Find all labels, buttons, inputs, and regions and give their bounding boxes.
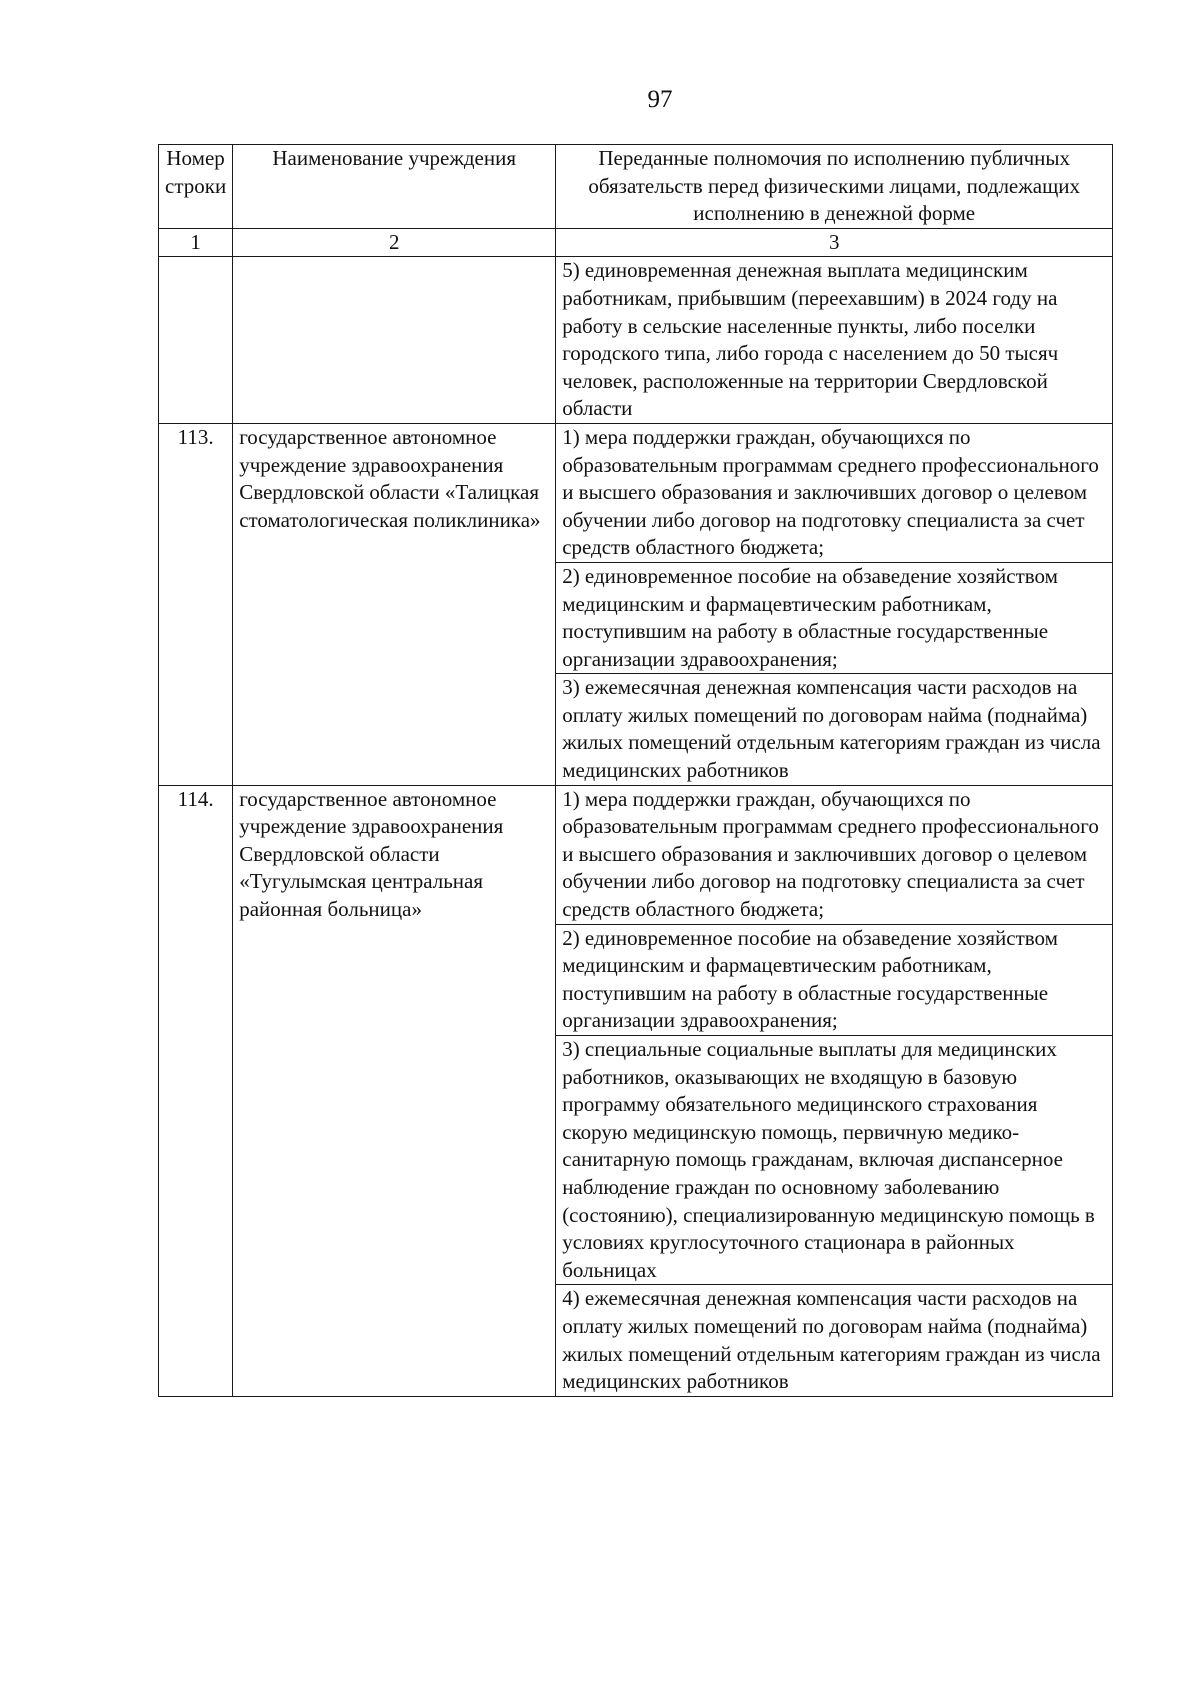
header-transferred-powers: Переданные полномочия по исполнению публичных обязательств перед физическими лицами, подлежащих исполнению в денежной форме [556, 145, 1113, 229]
column-index-row [159, 228, 1113, 257]
page-number: 97 [647, 86, 673, 113]
table-row-continuation [159, 257, 1113, 424]
power-cell: 2) единовременное пособие на обзаведение хозяйством медицинским и фармацевтическим работникам, поступившим на работу в областные государственные организации здравоохранения; [556, 562, 1113, 673]
power-cell: 1) мера поддержки граждан, обучающихся по образовательным программам среднего профессионального и высшего образования и заключивших договор о целевом обучении либо договор на подготовку специалиста за счет средств областного бюджета; [556, 785, 1113, 924]
institution-name-cell: государственное автономное учреждение здравоохранения Свердловской области «Талицкая стоматологическая поликлиника» [233, 423, 556, 785]
table-row-114-power-1 [159, 785, 1113, 924]
power-cell: 2) единовременное пособие на обзаведение хозяйством медицинским и фармацевтическим работникам, поступившим на работу в областные государственные организации здравоохранения; [556, 924, 1113, 1035]
table-row-113-power-1 [159, 423, 1113, 562]
row-number-cell: 113. [159, 423, 233, 785]
column-index-3: 3 [556, 228, 1113, 257]
power-cell: 3) ежемесячная денежная компенсация части расходов на оплату жилых помещений по договорам найма (поднайма) жилых помещений отдельным категориям граждан из числа медицинских работников [556, 674, 1113, 785]
header-row-number: Номер строки [159, 145, 233, 229]
row-number-cell [159, 257, 233, 424]
table-header-row [159, 145, 1113, 229]
row-number-cell: 114. [159, 785, 233, 1396]
institution-name-cell: государственное автономное учреждение здравоохранения Свердловской области «Тугулымская центральная районная больница» [233, 785, 556, 1396]
powers-table [158, 144, 1113, 1397]
power-cell: 5) единовременная денежная выплата медицинским работникам, прибывшим (переехавшим) в 2024 году на работу в сельские населенные пункты, либо поселки городского типа, либо города с населением до 50 тысяч человек, расположенные на территории Свердловской области [556, 257, 1113, 424]
power-cell: 1) мера поддержки граждан, обучающихся по образовательным программам среднего профессионального и высшего образования и заключивших договор о целевом обучении либо договор на подготовку специалиста за счет средств областного бюджета; [556, 423, 1113, 562]
header-institution-name: Наименование учреждения [233, 145, 556, 229]
column-index-2: 2 [233, 228, 556, 257]
power-cell: 3) специальные социальные выплаты для медицинских работников, оказывающих не входящую в базовую программу обязательного медицинского страхования скорую медицинскую помощь, первичную медико-санитарную помощь гражданам, включая диспансерное наблюдение граждан по основному заболеванию (состоянию), специализированную медицинскую помощь в условиях круглосуточного стационара в районных больницах [556, 1036, 1113, 1285]
column-index-1: 1 [159, 228, 233, 257]
power-cell: 4) ежемесячная денежная компенсация части расходов на оплату жилых помещений по договорам найма (поднайма) жилых помещений отдельным категориям граждан из числа медицинских работников [556, 1285, 1113, 1396]
institution-name-cell [233, 257, 556, 424]
